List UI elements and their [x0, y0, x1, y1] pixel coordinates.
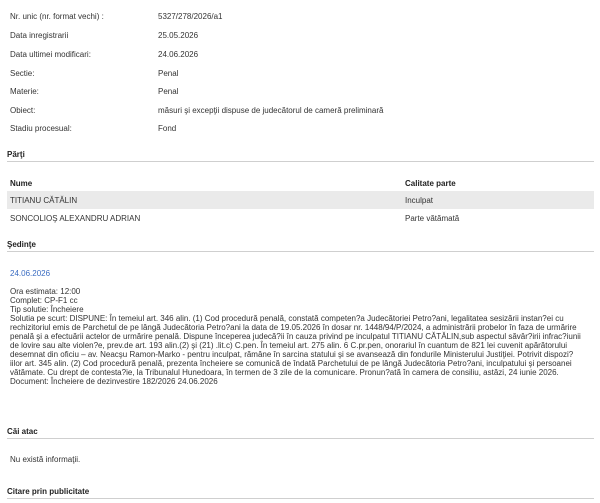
section-title-cai-atac: Căi atac — [7, 427, 38, 436]
info-label-materie: Materie: — [10, 87, 39, 96]
section-title-sedinte: Şedinţe — [7, 240, 36, 249]
info-label-data-inregistrarii: Data inregistrarii — [10, 31, 69, 40]
section-title-citare: Citare prin publicitate — [7, 487, 90, 496]
hearing-complet: Complet: CP-F1 cc — [10, 296, 78, 305]
hearing-solution-line: de lovire sau alte violen?e, prev.de art. 193 alin.(2) şi (21) .lit.c) C.pen. În temeiul art. 275 alin. 6 C.pr.pen, onorariul în cuantum de 821 lei cuvenit apărătorului — [10, 341, 568, 350]
info-label-data-modificari: Data ultimei modificari: — [10, 50, 91, 59]
section-divider — [7, 438, 594, 439]
info-value-data-modificari: 24.06.2026 — [158, 50, 199, 59]
hearing-solution-line: vătămate. Cu drept de contesta?ie, la Tribunalul Hunedoara, în termen de 3 zile de la comunicare. Pronun?ată în camera de consiliu, astăzi, 24 iunie 2026. — [10, 368, 559, 377]
info-value-nr-unic: 5327/278/2026/a1 — [158, 12, 223, 21]
hearing-solution-line: rechizitoriul emis de Parchetul de pe lângă Judecătoria Petro?ani la data de 19.05.2026 în dosar nr. 1448/94/P/2024, a administrării probelor în faza de urmărire — [10, 323, 577, 332]
info-value-data-inregistrarii: 25.05.2026 — [158, 31, 199, 40]
hearing-document: Document: Încheiere de dezinvestire 182/2026 24.06.2026 — [10, 377, 218, 386]
hearing-tip-solutie: Tip solutie: Încheiere — [10, 305, 84, 314]
info-value-sectie: Penal — [158, 69, 179, 78]
info-label-obiect: Obiect: — [10, 106, 36, 115]
section-divider — [7, 161, 594, 162]
info-value-materie: Penal — [158, 87, 179, 96]
section-divider — [7, 498, 594, 499]
party-name: TITIANU CĂTĂLIN — [10, 196, 78, 205]
hearing-solution-line: desemnat din oficiu – av. Neacşu Ramon-Marko - pentru inculpat, rămâne în sarcina statului şi se avansează din fondurile Ministerului Justiţiei. Potrivit dispozi? — [10, 350, 574, 359]
section-title-parti: Părţi — [7, 150, 25, 159]
table-header-role: Calitate parte — [405, 179, 456, 188]
hearing-solution-line: Solutia pe scurt: DISPUNE: În temeiul art. 346 alin. (1) Cod procedură penală, constată competen?a Judecătoriei Petro?ani, legalitatea sesizării instan?ei cu — [10, 314, 564, 323]
table-row — [7, 191, 594, 209]
info-label-stadiu: Stadiu procesual: — [10, 124, 72, 133]
info-value-obiect: măsuri şi excepţii dispuse de judecătorul de cameră preliminară — [158, 106, 384, 115]
party-role: Parte vătămată — [405, 214, 460, 223]
party-role: Inculpat — [405, 196, 434, 205]
hearing-solution-line: iilor art. 345 alin. (2) Cod procedură penală, prezenta încheiere se comunică de îndată Parchetului de pe lângă Judecătoria Petro?ani, inculpatului şi persoanei — [10, 359, 572, 368]
hearing-date-link[interactable]: 24.06.2026 — [10, 269, 51, 278]
info-label-sectie: Sectie: — [10, 69, 35, 78]
cai-atac-empty-text: Nu există informaţii. — [10, 455, 81, 464]
table-header-name: Nume — [10, 179, 33, 188]
section-divider — [7, 251, 594, 252]
info-label-nr-unic: Nr. unic (nr. format vechi) : — [10, 12, 104, 21]
hearing-solution-line: penală şi a efectuării actelor de urmărire penală. Dispune începerea judecă?ii în cauza privind pe inculpatul TITIANU CĂTĂLIN,sub aspectul săvâr?irii infrac?iunii — [10, 332, 581, 341]
info-value-stadiu: Fond — [158, 124, 177, 133]
party-name: SONCOLIOŞ ALEXANDRU ADRIAN — [10, 214, 141, 223]
hearing-ora: Ora estimata: 12:00 — [10, 287, 81, 296]
